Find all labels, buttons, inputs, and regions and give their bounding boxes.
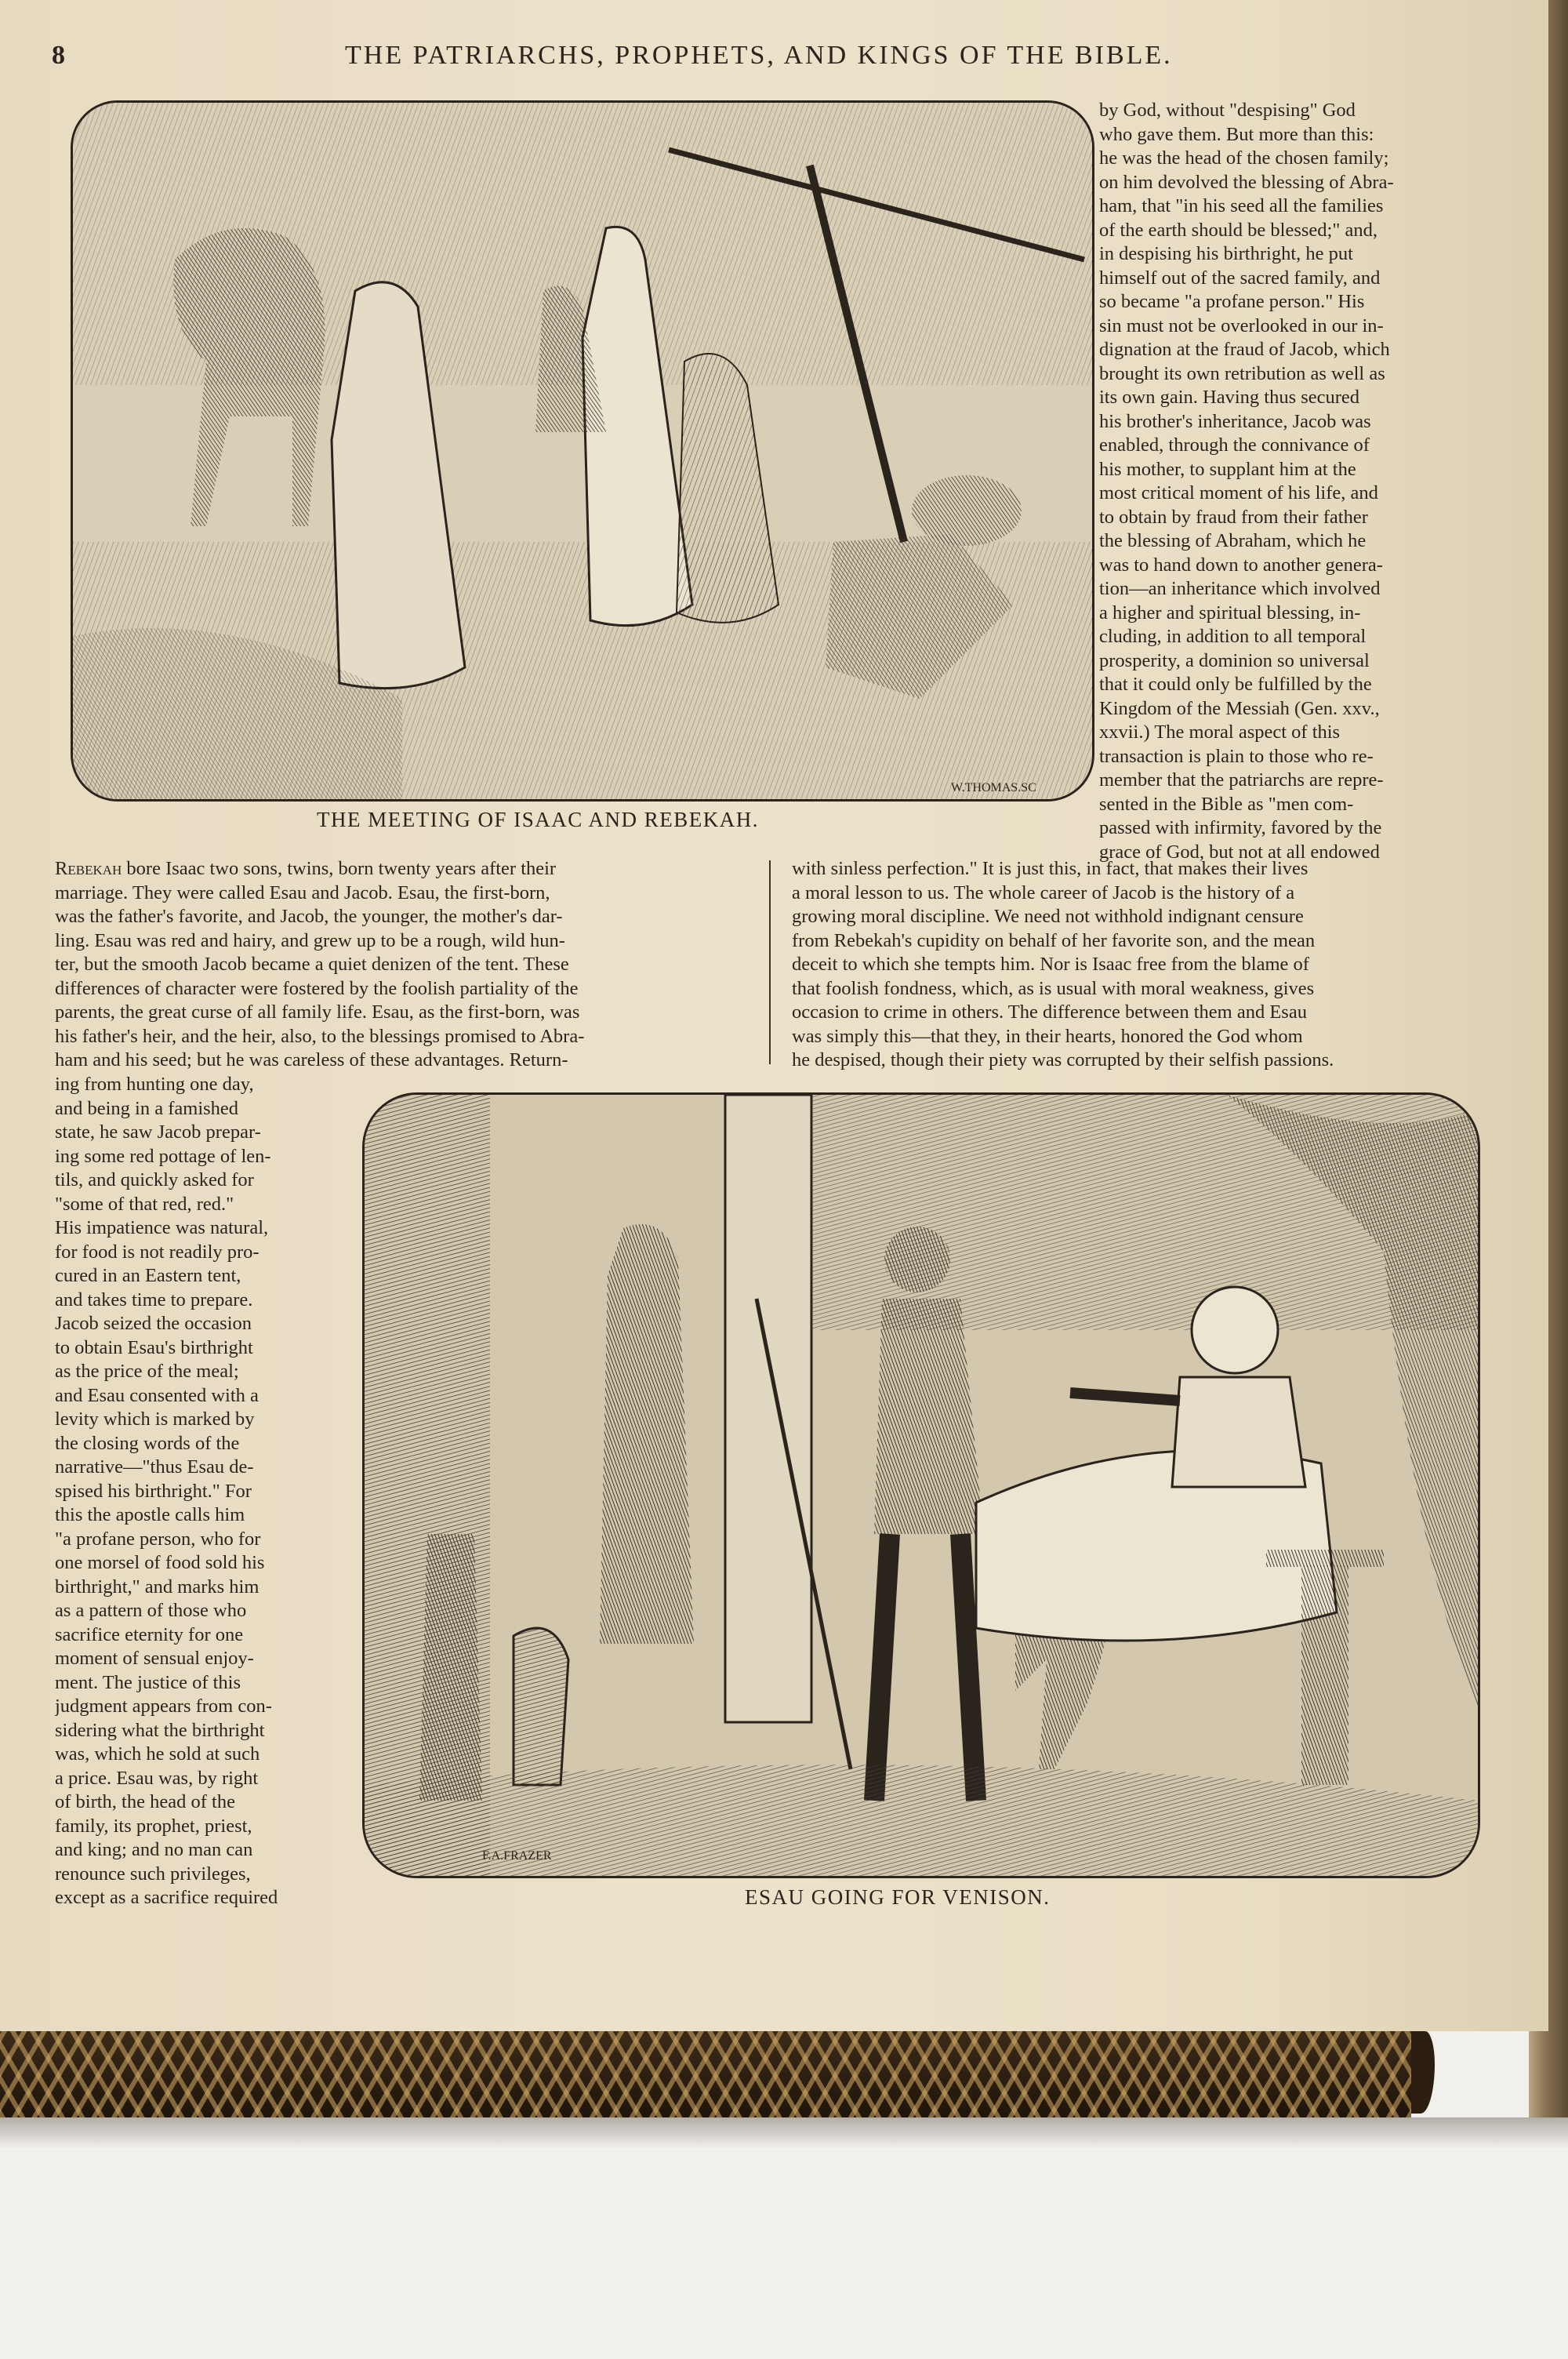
text-right-column-middle — [792, 857, 1494, 1073]
text-line: judgment appears from con- — [55, 1696, 272, 1717]
text-line: to obtain Esau's birthright — [55, 1336, 253, 1358]
text-line: one morsel of food sold his — [55, 1552, 265, 1573]
text-line: deceit to which she tempts him. Nor is Isaac free from the blame of — [792, 954, 1309, 975]
engraver-signature: F.A.FRAZER — [482, 1849, 552, 1863]
text-line: that foolish fondness, which, as is usual with moral weakness, gives — [792, 977, 1315, 999]
text-line: cured in an Eastern tent, — [55, 1265, 241, 1286]
text-line: a moral lesson to us. The whole career of Jacob is the history of a — [792, 881, 1295, 903]
text-line-rest: bore Isaac two sons, twins, born twenty years after their — [122, 858, 557, 879]
text-line — [55, 857, 760, 881]
text-line: Jacob seized the occasion — [55, 1313, 252, 1334]
text-line: and Esau consented with a — [55, 1384, 259, 1406]
text-line: differences of character were fostered by the foolish partiality of the — [55, 977, 579, 999]
text-line: sidering what the birthright — [55, 1719, 265, 1741]
text-right-column-top — [1099, 99, 1483, 864]
text-line: and being in a famished — [55, 1097, 239, 1119]
text-line: sin must not be overlooked in our in- — [1099, 314, 1384, 336]
caption-esau-going-for-venison: ESAU GOING FOR VENISON. — [745, 1885, 1051, 1909]
text-line: and king; and no man can — [55, 1839, 253, 1860]
text-line: member that the patriarchs are repre- — [1099, 769, 1384, 791]
text-line: tion—an inheritance which involved — [1099, 578, 1381, 599]
text-line: enabled, through the connivance of — [1099, 434, 1370, 456]
column-rule — [769, 860, 771, 1064]
engraving-meeting-isaac-rebekah — [71, 100, 1094, 801]
text-line: sacrifice eternity for one — [55, 1623, 244, 1645]
text-line: most critical moment of his life, and — [1099, 482, 1378, 503]
text-line: for food is not readily pro- — [55, 1241, 260, 1263]
text-line: ing some red pottage of len- — [55, 1145, 271, 1167]
engraving-scene — [365, 1095, 1478, 1876]
text-line: this the apostle calls him — [55, 1504, 245, 1525]
text-line: cluding, in addition to all temporal — [1099, 626, 1367, 647]
text-line: xxvii.) The moral aspect of this — [1099, 722, 1341, 743]
text-line: Kingdom of the Messiah (Gen. xxv., — [1099, 697, 1380, 719]
text-line: levity which is marked by — [55, 1408, 255, 1430]
text-line: with sinless perfection." It is just this, in fact, that makes their lives — [792, 858, 1308, 879]
text-line: who gave them. But more than this: — [1099, 123, 1374, 145]
text-line: as the price of the meal; — [55, 1361, 239, 1382]
text-line: ing from hunting one day, — [55, 1074, 254, 1095]
text-line: its own gain. Having thus secured — [1099, 387, 1360, 408]
text-line: growing moral discipline. We need not withhold indignant censure — [792, 906, 1304, 927]
text-line: himself out of the sacred family, and — [1099, 267, 1381, 289]
book-cover-corner — [1411, 2031, 1435, 2114]
text-line: narrative—"thus Esau de- — [55, 1456, 254, 1478]
text-line: his brother's inheritance, Jacob was — [1099, 410, 1371, 432]
book-cover-edge — [0, 2031, 1411, 2117]
text-line: dignation at the fraud of Jacob, which — [1099, 339, 1390, 360]
text-line: state, he saw Jacob prepar- — [55, 1121, 261, 1143]
text-line: he despised, though their piety was corrupted by their selfish passions. — [792, 1049, 1334, 1070]
lead-word: Rebekah — [55, 858, 122, 879]
text-line: and takes time to prepare. — [55, 1289, 253, 1310]
book-shadow — [0, 2117, 1568, 2149]
text-line: was the father's favorite, and Jacob, the younger, the mother's dar- — [55, 906, 563, 927]
engraving-esau-going-for-venison — [362, 1092, 1480, 1878]
running-head: THE PATRIARCHS, PROPHETS, AND KINGS OF THE BIBLE. — [345, 41, 1173, 70]
text-line: he was the head of the chosen family; — [1099, 147, 1389, 169]
text-line: the blessing of Abraham, which he — [1099, 530, 1367, 551]
text-line: a higher and spiritual blessing, in- — [1099, 602, 1361, 623]
page-number: 8 — [52, 41, 65, 70]
text-line: except as a sacrifice required — [55, 1887, 278, 1908]
text-line: tils, and quickly asked for — [55, 1169, 254, 1190]
text-line: ment. The justice of this — [55, 1671, 241, 1693]
text-line: spised his birthright." For — [55, 1480, 252, 1502]
text-line: occasion to crime in others. The difference between them and Esau — [792, 1001, 1307, 1023]
text-line: from Rebekah's cupidity on behalf of her favorite son, and the mean — [792, 929, 1316, 951]
text-line: that it could only be fulfilled by the — [1099, 674, 1372, 695]
text-line: parents, the great curse of all family life. Esau, as the first-born, was — [55, 1001, 580, 1023]
text-line: ham and his seed; but he was careless of these advantages. Return- — [55, 1049, 568, 1070]
text-line: his mother, to supplant him at the — [1099, 458, 1356, 480]
text-line: moment of sensual enjoy- — [55, 1648, 254, 1669]
text-line: transaction is plain to those who re- — [1099, 745, 1374, 767]
caption-meeting-isaac-rebekah: THE MEETING OF ISAAC AND REBEKAH. — [317, 808, 759, 831]
text-line: ter, but the smooth Jacob became a quiet denizen of the tent. These — [55, 954, 569, 975]
text-line: brought its own retribution as well as — [1099, 362, 1385, 384]
text-line: the closing words of the — [55, 1432, 240, 1454]
text-line: ling. Esau was red and hairy, and grew up to be a rough, wild hun- — [55, 929, 565, 951]
text-line: in despising his birthright, he put — [1099, 243, 1353, 264]
text-line: renounce such privileges, — [55, 1863, 251, 1885]
text-line: "a profane person, who for — [55, 1528, 261, 1550]
text-line: as a pattern of those who — [55, 1600, 247, 1621]
text-left-column-middle — [55, 857, 760, 1073]
text-line: on him devolved the blessing of Abra- — [1099, 171, 1394, 193]
engraving-scene — [73, 103, 1092, 799]
text-line: of birth, the head of the — [55, 1791, 235, 1812]
text-line: his father's heir, and the heir, also, to the blessings promised to Abra- — [55, 1025, 585, 1047]
text-line: of the earth should be blessed;" and, — [1099, 219, 1377, 241]
text-line: a price. Esau was, by right — [55, 1767, 259, 1789]
text-line: His impatience was natural, — [55, 1217, 269, 1238]
text-line: birthright," and marks him — [55, 1576, 260, 1598]
text-line: was to hand down to another genera- — [1099, 554, 1383, 576]
text-left-column-bottom — [55, 1073, 353, 1910]
engraver-signature: W.THOMAS.SC — [951, 781, 1036, 794]
text-line: "some of that red, red." — [55, 1193, 234, 1215]
text-line: grace of God, but not at all endowed — [1099, 841, 1380, 863]
text-line: by God, without "despising" God — [1099, 100, 1356, 121]
text-line: marriage. They were called Esau and Jacob. Esau, the first-born, — [55, 881, 550, 903]
text-line: sented in the Bible as "men com- — [1099, 793, 1354, 815]
text-line: to obtain by fraud from their father — [1099, 506, 1368, 528]
text-line: ham, that "in his seed all the families — [1099, 195, 1384, 216]
text-line: so became "a profane person." His — [1099, 291, 1365, 312]
text-line: family, its prophet, priest, — [55, 1815, 252, 1837]
text-line: was simply this—that they, in their hearts, honored the God whom — [792, 1025, 1303, 1047]
text-line: passed with infirmity, favored by the — [1099, 817, 1382, 838]
text-line: was, which he sold at such — [55, 1743, 260, 1765]
text-line: prosperity, a dominion so universal — [1099, 649, 1370, 671]
